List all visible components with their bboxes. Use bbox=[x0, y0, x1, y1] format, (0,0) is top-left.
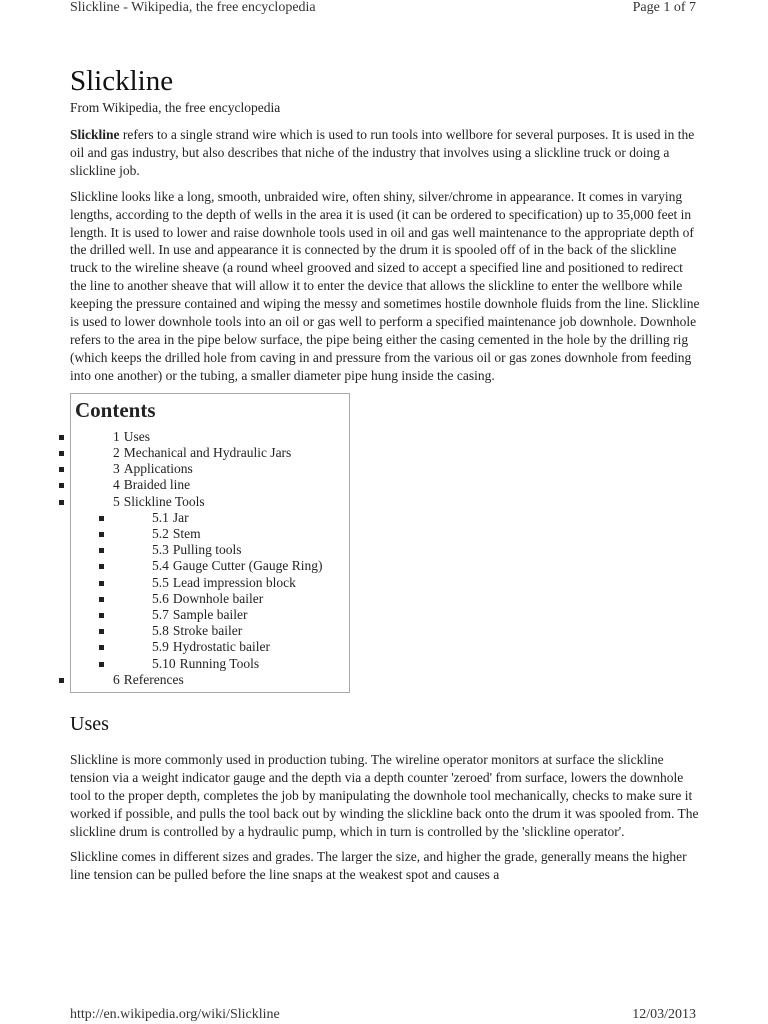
bullet-icon bbox=[59, 500, 64, 505]
toc-subitem-running-tools[interactable] bbox=[113, 656, 349, 672]
toc-item-braided-line[interactable] bbox=[71, 477, 349, 493]
toc-item-uses[interactable] bbox=[71, 429, 349, 445]
toc-subitem-stem[interactable] bbox=[113, 526, 349, 542]
toc-subitem-label[interactable]: Jar bbox=[172, 509, 189, 525]
toc-subitem-label[interactable]: Stem bbox=[172, 525, 201, 541]
toc-subitem-number: 5.2 bbox=[152, 525, 169, 541]
toc-subitem-number: 5.4 bbox=[152, 558, 169, 574]
toc-item-references[interactable] bbox=[71, 672, 349, 688]
bullet-icon bbox=[59, 467, 64, 472]
toc-item-label[interactable]: Uses bbox=[123, 428, 150, 444]
page-title: Slickline bbox=[70, 65, 174, 97]
print-header-title: Slickline - Wikipedia, the free encyclopedia bbox=[70, 0, 316, 15]
toc-sublist bbox=[113, 510, 349, 672]
toc-subitem-label[interactable]: Downhole bailer bbox=[172, 590, 264, 606]
toc-item-number: 1 bbox=[113, 428, 120, 444]
toc-subitem-label[interactable]: Gauge Cutter (Gauge Ring) bbox=[172, 558, 323, 574]
toc-item-number: 5 bbox=[113, 493, 120, 509]
intro-text: refers to a single strand wire which is used to run tools into wellbore for several purposes. It is used in the oil and gas industry, but also describes that niche of the industry that involves using a slickline truck or doing a slickline job. bbox=[70, 127, 695, 178]
toc-subitem-hydrostatic-bailer[interactable] bbox=[113, 639, 349, 655]
toc-subitem-number: 5.7 bbox=[152, 606, 169, 622]
toc-subitem-lead-impression-block[interactable] bbox=[113, 575, 349, 591]
bullet-icon bbox=[59, 483, 64, 488]
toc-subitem-number: 5.8 bbox=[152, 623, 169, 639]
bullet-icon bbox=[99, 516, 104, 521]
toc-subitem-sample-bailer[interactable] bbox=[113, 607, 349, 623]
toc-item-label[interactable]: References bbox=[123, 671, 184, 687]
intro-bold-term: Slickline bbox=[70, 127, 120, 142]
toc-item-label[interactable]: Slickline Tools bbox=[123, 493, 205, 509]
page-subtitle: From Wikipedia, the free encyclopedia bbox=[70, 100, 281, 115]
toc-subitem-number: 5.9 bbox=[152, 639, 169, 655]
toc-subitem-number: 5.1 bbox=[152, 509, 169, 525]
bullet-icon bbox=[99, 532, 104, 537]
section-heading-uses: Uses bbox=[70, 712, 109, 735]
toc-item-number: 3 bbox=[113, 461, 120, 477]
toc-item-number: 6 bbox=[113, 671, 120, 687]
toc-item-label[interactable]: Applications bbox=[123, 461, 193, 477]
bullet-icon bbox=[99, 548, 104, 553]
bullet-icon bbox=[99, 581, 104, 586]
toc-item-number: 2 bbox=[113, 444, 120, 460]
toc-item-number: 4 bbox=[113, 477, 120, 493]
toc-subitem-number: 5.6 bbox=[152, 590, 169, 606]
table-of-contents bbox=[70, 393, 350, 693]
bullet-icon bbox=[99, 597, 104, 602]
toc-subitem-label[interactable]: Pulling tools bbox=[172, 542, 242, 558]
toc-list bbox=[71, 429, 349, 688]
toc-subitem-number: 5.10 bbox=[152, 655, 176, 671]
toc-item-label[interactable]: Braided line bbox=[123, 477, 191, 493]
bullet-icon bbox=[99, 629, 104, 634]
print-footer-url: http://en.wikipedia.org/wiki/Slickline bbox=[70, 1007, 280, 1022]
toc-subitem-label[interactable]: Lead impression block bbox=[172, 574, 296, 590]
toc-title: Contents bbox=[75, 397, 156, 422]
toc-subitem-stroke-bailer[interactable] bbox=[113, 623, 349, 639]
toc-subitem-label[interactable]: Running Tools bbox=[179, 655, 260, 671]
description-paragraph: Slickline looks like a long, smooth, unbraided wire, often shiny, silver/chrome in appearance. It comes in varying lengths, according to the depth of wells in the area it is used (it can be ordered to specification) up to 35,000 feet in length. It is used to lower and raise downhole tools used in oil and gas well maintenance to the appropriate depth of the drilled well. In use and appearance it is connected by the drum it is spooled off of in the back of the slickline truck to the wireline sheave (a round wheel grooved and sized to accept a specified line and positioned to redirect the line to another sheave that will allow it to enter the device that allows the slickline to enter the wellbore while keeping the pressure contained and wiping the messy and sometimes hostile downhole fluids from the line. Slickline is used to lower downhole tools into an oil or gas well to perform a specified maintenance job downhole. Downhole refers to the area in the pipe below surface, the pipe being either the casing cemented in the hole by the drilling rig (which keeps the drilled hole from caving in and pressure from the various oil or gas zones downhole from feeding into one another) or the tubing, a smaller diameter pipe hung inside the casing. bbox=[70, 188, 700, 383]
uses-paragraph-1: Slickline is more commonly used in production tubing. The wireline operator monitors at surface the slickline tension via a weight indicator gauge and the depth via a depth counter 'zeroed' from surface, lowers the downhole tool to the proper depth, completes the job by manipulating the downhole tool mechanically, checks to make sure it worked if possible, and pulls the tool back out by winding the slickline back onto the drum it was spooled from. The slickline drum is controlled by a hydraulic pump, which in turn is controlled by the 'slickline operator'. bbox=[70, 751, 699, 839]
bullet-icon bbox=[59, 435, 64, 440]
toc-subitem-number: 5.5 bbox=[152, 574, 169, 590]
print-header-page-number: Page 1 of 7 bbox=[632, 0, 696, 15]
toc-subitem-pulling-tools[interactable] bbox=[113, 542, 349, 558]
toc-item-applications[interactable] bbox=[71, 461, 349, 477]
article-body bbox=[70, 62, 700, 892]
toc-item-jars[interactable] bbox=[71, 445, 349, 461]
toc-item-label[interactable]: Mechanical and Hydraulic Jars bbox=[123, 444, 292, 460]
toc-subitem-label[interactable]: Sample bailer bbox=[172, 606, 248, 622]
toc-subitem-label[interactable]: Hydrostatic bailer bbox=[172, 639, 270, 655]
toc-subitem-jar[interactable] bbox=[113, 510, 349, 526]
uses-paragraph-2: Slickline comes in different sizes and grades. The larger the size, and higher the grade, generally means the higher line tension can be pulled before the line snaps at the weakest spot and causes a bbox=[70, 849, 687, 883]
toc-subitem-gauge-cutter[interactable] bbox=[113, 558, 349, 574]
toc-subitem-number: 5.3 bbox=[152, 542, 169, 558]
intro-paragraph bbox=[70, 126, 700, 180]
toc-subitem-label[interactable]: Stroke bailer bbox=[172, 623, 243, 639]
bullet-icon bbox=[99, 613, 104, 618]
bullet-icon bbox=[99, 662, 104, 667]
print-footer-date: 12/03/2013 bbox=[632, 1007, 696, 1022]
bullet-icon bbox=[59, 451, 64, 456]
toc-item-slickline-tools[interactable] bbox=[71, 494, 349, 672]
bullet-icon bbox=[99, 564, 104, 569]
bullet-icon bbox=[59, 678, 64, 683]
toc-subitem-downhole-bailer[interactable] bbox=[113, 591, 349, 607]
bullet-icon bbox=[99, 645, 104, 650]
